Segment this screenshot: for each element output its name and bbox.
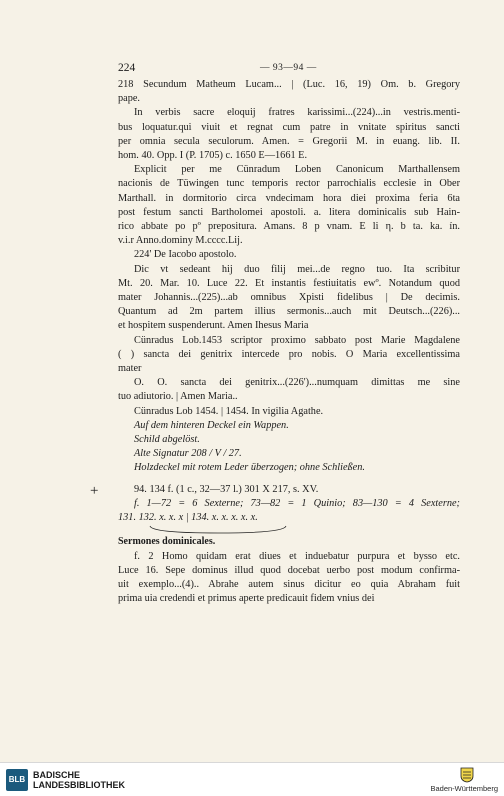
text-line (118, 476, 460, 483)
text-line: nacionis de Tüwingen tunc temporis rector parrochialis ecclesie in Ober (118, 178, 460, 190)
text-line: hom. 40. Opp. I (P. 1705) c. 1650 E—1661 E. (118, 150, 308, 162)
text-line: f. 2 Homo quidam erat diues et induebatur purpura et bysso etc. (134, 550, 460, 562)
footer-bar (0, 762, 504, 796)
text-line: Marthall. in dormitorio circa vndecimam hora diei proxima feria 6ta (118, 192, 460, 204)
text-line: pape. (118, 93, 141, 105)
text-line: Auf dem hinteren Deckel ein Wappen. (134, 419, 289, 431)
text-line: v.i.r Anno.dominy M.cccc.Lij. (118, 235, 243, 247)
coat-of-arms-icon (460, 767, 474, 783)
text-line: Mt. 20. Mar. 10. Luce 22. Et instantis festiuitatis ewº. Notandum quod (118, 277, 460, 289)
text-line: 94. 134 f. (1 c., 32—37 l.) 301 X 217, s. XV. (134, 483, 319, 495)
text-line: bus loquatur.qui viuit et regnat cum patre in vnitate spiritus sancti (118, 121, 460, 133)
text-line: et hospitem suspenderunt. Amen Ihesus Maria (118, 320, 309, 332)
text-line: Explicit per me Cünradum Loben Canonicum Marthallensem (134, 164, 460, 176)
text-line: f. 1—72 = 6 Sexterne; 73—82 = 1 Quinio; 83—130 = 4 Sexterne; (134, 497, 460, 509)
page-header (118, 62, 458, 76)
blb-logo[interactable]: BLB (6, 769, 28, 791)
region-label: Baden-Württemberg (430, 784, 498, 793)
margin-mark: + (90, 483, 99, 499)
text-line: ( ) sancta dei genitrix intercede pro nobis. O Maria excellentissima (118, 348, 460, 360)
text-line: prima uia credendi et primus aperte predicauit fidem vnius dei (118, 593, 375, 605)
text-line: per omnia secula seculorum. Amen. = Gregorii M. in euang. lib. II. (118, 135, 460, 147)
text-line: Holzdeckel mit rotem Leder überzogen; ohne Schließen. (134, 462, 365, 474)
text-line: post festum sancti Bartholomei apostoli. a. litera dominicalis sub Hain- (118, 206, 460, 218)
gathering-bracket (148, 525, 460, 535)
text-line: 224' De Iacobo apostolo. (134, 249, 237, 261)
text-line: 131. 132. x. x. x | 134. x. x. x. x. x. (118, 512, 258, 524)
text-line: Luce 16. Sepe dominus illud quod docebat uerbo post modum confirma- (118, 564, 460, 576)
page-number: 224 (118, 62, 136, 74)
text-line: Quantum ad 2m partem illius sermonis...auch mit Deutsch...(226)... (118, 306, 460, 318)
page-range: — 93—94 — (260, 63, 317, 73)
text-line: Dic vt sedeant hij duo filij mei...de regno tuo. Ita scribitur (134, 263, 460, 275)
library-name-line2: LANDESBIBLIOTHEK (33, 780, 125, 790)
text-line: Cünradus Lob 1454. | 1454. In vigilia Agathe. (134, 405, 324, 417)
text-line: mater Johannis...(225)...ab omnibus Xpisti fidelibus | De decimis. (118, 292, 460, 304)
text-line: Sermones dominicales. (118, 536, 216, 548)
text-line: In verbis sacre eloquij fratres karissimi...(224)...in vestris.menti- (134, 107, 460, 119)
text-line: uit exemplo...(4).. Abrahe autem sinus dicitur eo quia Abraham fuit (118, 578, 460, 590)
text-line: tuo adiutorio. | Amen Maria.. (118, 391, 238, 403)
text-line: mater (118, 363, 142, 375)
text-line: 218 Secundum Matheum Lucam... | (Luc. 16, 19) Om. b. Gregory (118, 79, 460, 90)
text-line: rico abbate po pº prepositura. Amans. 8 p vnam. E li η. b ta. ka. ín. (118, 221, 460, 233)
text-line: Schild abgelöst. (134, 434, 200, 446)
text-line: Alte Signatur 208 / V / 27. (134, 448, 242, 460)
library-name[interactable] (33, 770, 125, 790)
text-line: O. O. sancta dei genitrix...(226')...numquam dimittas me sine (134, 377, 460, 389)
text-line: Cünradus Lob.1453 scriptor proximo sabbato post Marie Magdalene (134, 334, 460, 346)
library-name-line1: BADISCHE (33, 770, 81, 780)
body-text (118, 78, 460, 606)
